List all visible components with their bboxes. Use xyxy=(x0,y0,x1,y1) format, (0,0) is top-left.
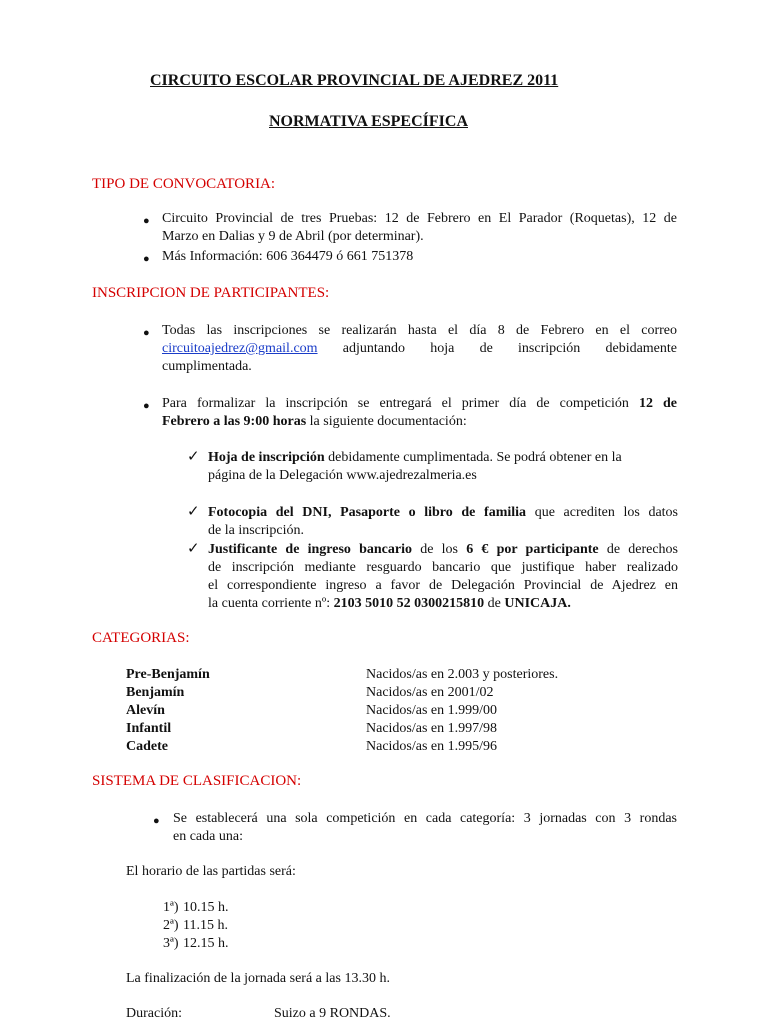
category-name: Infantil xyxy=(126,721,172,736)
bullet-dot-icon: ● xyxy=(143,253,150,265)
section-heading-convocatoria: TIPO DE CONVOCATORIA: xyxy=(92,176,276,192)
doc-item-hoja: Hoja de inscripción debidamente cumplimentada. Se podrá obtener en la página de la Delegación www.ajedrezalmeria.es xyxy=(208,450,622,483)
round-time: 10.15 h. xyxy=(183,900,229,915)
round-time: 12.15 h. xyxy=(183,936,229,951)
category-desc: Nacidos/as en 2001/02 xyxy=(366,685,494,700)
bullet-dot-icon: ● xyxy=(143,215,150,227)
email-link[interactable]: circuitoajedrez@gmail.com xyxy=(162,341,318,356)
round-number: 1ª) xyxy=(163,900,179,915)
category-name: Benjamín xyxy=(126,685,185,700)
inscripcion-item-correo: Todas las inscripciones se realizarán hasta el día 8 de Febrero en el correo circuitoajedrez@gmail.com adjuntando hoja de inscripción debidamente cumplimentada. xyxy=(162,323,678,374)
category-desc: Nacidos/as en 1.997/98 xyxy=(366,721,498,736)
category-desc: Nacidos/as en 2.003 y posteriores. xyxy=(366,667,559,682)
convocatoria-item-info: Más Información: 606 364479 ó 661 751378 xyxy=(162,249,414,264)
category-name: Cadete xyxy=(126,739,168,754)
section-heading-clasificacion: SISTEMA DE CLASIFICACION: xyxy=(92,773,302,789)
document-subtitle: NORMATIVA ESPECÍFICA xyxy=(269,113,468,130)
bullet-dot-icon: ● xyxy=(143,400,150,412)
doc-item-justificante: Justificante de ingreso bancario de los 6 € por participante de derechos de inscripción mediante resguardo bancario que justifique haber realizado el correspondiente ingreso a favor de Delegación Provincial de Ajedrez en la cuenta corriente nº: 2103 5010 52 0300215810 de UNICAJA. xyxy=(208,542,679,611)
duracion-label: Duración: xyxy=(126,1006,182,1021)
document-title: CIRCUITO ESCOLAR PROVINCIAL DE AJEDREZ 2011 xyxy=(150,72,559,89)
checkmark-icon: ✓ xyxy=(187,449,200,465)
round-number: 2ª) xyxy=(163,918,179,933)
round-number: 3ª) xyxy=(163,936,179,951)
inscripcion-item-formalizar: Para formalizar la inscripción se entregará el primer día de competición 12 de Febrero a las 9:00 horas la siguiente documentación: xyxy=(162,396,678,429)
doc-item-dni: Fotocopia del DNI, Pasaporte o libro de familia que acrediten los datos de la inscripción. xyxy=(208,505,679,538)
section-heading-categorias: CATEGORIAS: xyxy=(92,630,190,646)
checkmark-icon: ✓ xyxy=(187,504,200,520)
convocatoria-item-pruebas: Circuito Provincial de tres Pruebas: 12 de Febrero en El Parador (Roquetas), 12 de Marzo en Dalias y 9 de Abril (por determinar). xyxy=(162,211,677,244)
bullet-dot-icon: ● xyxy=(153,815,160,827)
category-name: Pre-Benjamín xyxy=(126,667,210,682)
section-heading-inscripcion: INSCRIPCION DE PARTICIPANTES: xyxy=(92,285,330,301)
category-desc: Nacidos/as en 1.999/00 xyxy=(366,703,498,718)
checkmark-icon: ✓ xyxy=(187,541,200,557)
category-name: Alevín xyxy=(126,703,165,718)
duracion-value: Suizo a 9 RONDAS. xyxy=(274,1006,391,1021)
round-time: 11.15 h. xyxy=(183,918,228,933)
bullet-dot-icon: ● xyxy=(143,327,150,339)
horario-intro: El horario de las partidas será: xyxy=(126,864,296,879)
category-desc: Nacidos/as en 1.995/96 xyxy=(366,739,498,754)
finalizacion-text: La finalización de la jornada será a las 13.30 h. xyxy=(126,971,390,986)
clasificacion-item-competicion: Se establecerá una sola competición en cada categoría: 3 jornadas con 3 rondas en cada una: xyxy=(173,811,677,844)
